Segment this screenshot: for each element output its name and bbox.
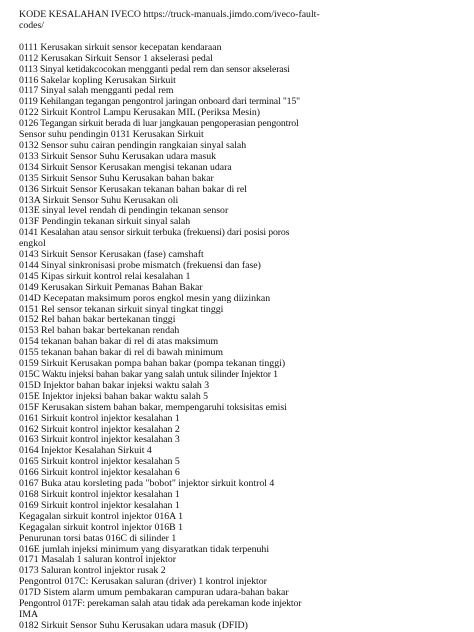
fault-code-line: 0155 tekanan bahan bakar di rel di bawah minimum (19, 347, 224, 359)
fault-code-line: 0143 Sirkuit Sensor Kerusakan (fase) camshaft (19, 249, 204, 261)
fault-code-line: 0119 Kehilangan tegangan pengontrol jaringan onboard dari terminal "15" (19, 96, 301, 108)
fault-code-line: 0122 Sirkuit Kontrol Lampu Kerusakan MIL (Periksa Mesin) (19, 107, 260, 119)
fault-code-line: 016E jumlah injeksi minimum yang disyaratkan tidak terpenuhi (19, 543, 270, 555)
document-title-line-2: codes/ (19, 19, 45, 31)
fault-code-line: 013E sinyal level rendah di pendingin tekanan sensor (19, 205, 229, 217)
fault-code-line: 0116 Sakelar kopling Kerusakan Sirkuit (19, 74, 176, 86)
fault-code-line: 013F Pendingin tekanan sirkuit sinyal salah (19, 216, 191, 228)
fault-code-line: 0145 Kipas sirkuit kontrol relai kesalahan 1 (19, 270, 191, 282)
fault-code-line: 0113 Sinyal ketidakcocokan mengganti pedal rem dan sensor akselerasi (19, 63, 290, 75)
fault-code-line: 0165 Sirkuit kontrol injektor kesalahan 5 (19, 456, 180, 468)
fault-code-line: 0153 Rel bahan bakar bertekanan rendah (19, 325, 180, 337)
fault-code-line: 0166 Sirkuit kontrol injektor kesalahan 6 (19, 467, 180, 479)
fault-code-line: IMA (19, 608, 39, 620)
document-title-line-1: KODE KESALAHAN IVECO https://truck-manuals.jimdo.com/iveco-fault- (19, 9, 320, 20)
fault-code-line: engkol (19, 238, 46, 250)
fault-code-list (19, 43, 466, 632)
fault-code-line: 0111 Kerusakan sirkuit sensor kecepatan kendaraan (19, 41, 222, 53)
fault-code-line: Kegagalan sirkuit kontrol injektor 016B 1 (19, 521, 184, 533)
fault-code-line: 0134 Sirkuit Sensor Kerusakan mengisi tekanan udara (19, 161, 232, 173)
fault-code-line: 014D Kecepatan maksimum poros engkol mesin yang diizinkan (19, 292, 271, 304)
fault-code-line: 0144 Sinyal sinkronisasi probe mismatch (frekuensi dan fase) (19, 259, 261, 271)
fault-code-line: Sensor suhu pendingin 0131 Kerusakan Sirkuit (19, 129, 204, 141)
fault-code-line: 015C Waktu injeksi bahan bakar yang salah untuk silinder Injektor 1 (19, 369, 278, 380)
fault-code-line: 0141 Kesalahan atau sensor sirkuit terbuka (frekuensi) dari posisi poros (19, 227, 290, 239)
fault-code-line: 0167 Buka atau korsleting pada "bobot" injektor sirkuit kontrol 4 (19, 478, 275, 490)
fault-code-line: Penurunan torsi batas 016C di silinder 1 (19, 532, 177, 544)
fault-code-line: 0162 Sirkuit kontrol injektor kesalahan 2 (19, 423, 180, 435)
fault-code-line: 0159 Sirkuit Kerusakan pompa bahan bakar (pompa tekanan tinggi) (19, 358, 286, 370)
fault-code-line: 0164 Injektor Kesalahan Sirkuit 4 (19, 445, 152, 457)
fault-code-line: Pengontrol 017C: Kerusakan saluran (driver) 1 kontrol injektor (19, 576, 267, 588)
fault-code-line: 0149 Kerusakan Sirkuit Pemanas Bahan Bakar (19, 281, 203, 293)
fault-code-line: 0168 Sirkuit kontrol injektor kesalahan 1 (19, 488, 180, 500)
fault-code-line: 0161 Sirkuit kontrol injektor kesalahan 1 (19, 412, 180, 424)
fault-code-line: 0173 Saluran kontrol injektor rusak 2 (19, 565, 166, 577)
fault-code-line: 0132 Sensor suhu cairan pendingin rangkaian sinyal salah (19, 139, 247, 151)
fault-code-line: 0169 Sirkuit kontrol injektor kesalahan 1 (19, 499, 180, 511)
fault-code-line: 0136 Sirkuit Sensor Kerusakan tekanan bahan bakar di rel (19, 183, 247, 195)
fault-code-line: 017D Sistem alarm umum pembakaran campuran udara-bahan bakar (19, 587, 289, 599)
fault-code-line: 015D Injektor bahan bakar injeksi waktu salah 3 (19, 379, 210, 391)
fault-code-line: 0133 Sirkuit Sensor Suhu Kerusakan udara masuk (19, 150, 216, 162)
fault-code-line: 0163 Sirkuit kontrol injektor kesalahan 3 (19, 434, 180, 446)
fault-code-line: 013A Sirkuit Sensor Suhu Kerusakan oli (19, 194, 179, 206)
fault-code-line: Pengontrol 017F: perekaman salah atau tidak ada perekaman kode injektor (19, 598, 302, 610)
fault-code-line: 015E Injektor injeksi bahan bakar waktu salah 5 (19, 390, 209, 402)
fault-code-line: 0126 Tegangan sirkuit berada di luar jangkauan pengoperasian pengontrol (19, 118, 299, 130)
fault-code-line: 0112 Kerusakan Sirkuit Sensor 1 akselerasi pedal (19, 52, 213, 64)
fault-code-line: 0117 Sinyal salah mengganti pedal rem (19, 85, 174, 97)
fault-code-line: 0135 Sirkuit Sensor Suhu Kerusakan bahan bakar (19, 172, 214, 184)
fault-code-line: Kegagalan sirkuit kontrol injektor 016A 1 (19, 510, 184, 522)
fault-code-line: 0154 tekanan bahan bakar di rel di atas maksimum (19, 336, 219, 348)
fault-code-line: 0152 Rel bahan bakar bertekanan tinggi (19, 314, 176, 326)
fault-code-line: 0182 Sirkuit Sensor Suhu Kerusakan udara masuk (DFID) (19, 619, 248, 631)
fault-code-line: 0151 Rel sensor tekanan sirkuit sinyal tingkat tinggi (19, 303, 224, 315)
fault-code-line: 0171 Masalah 1 saluran kontrol injektor (19, 554, 176, 566)
fault-code-line: 015F Kerusakan sistem bahan bakar, mempengaruhi toksisitas emisi (19, 401, 287, 413)
